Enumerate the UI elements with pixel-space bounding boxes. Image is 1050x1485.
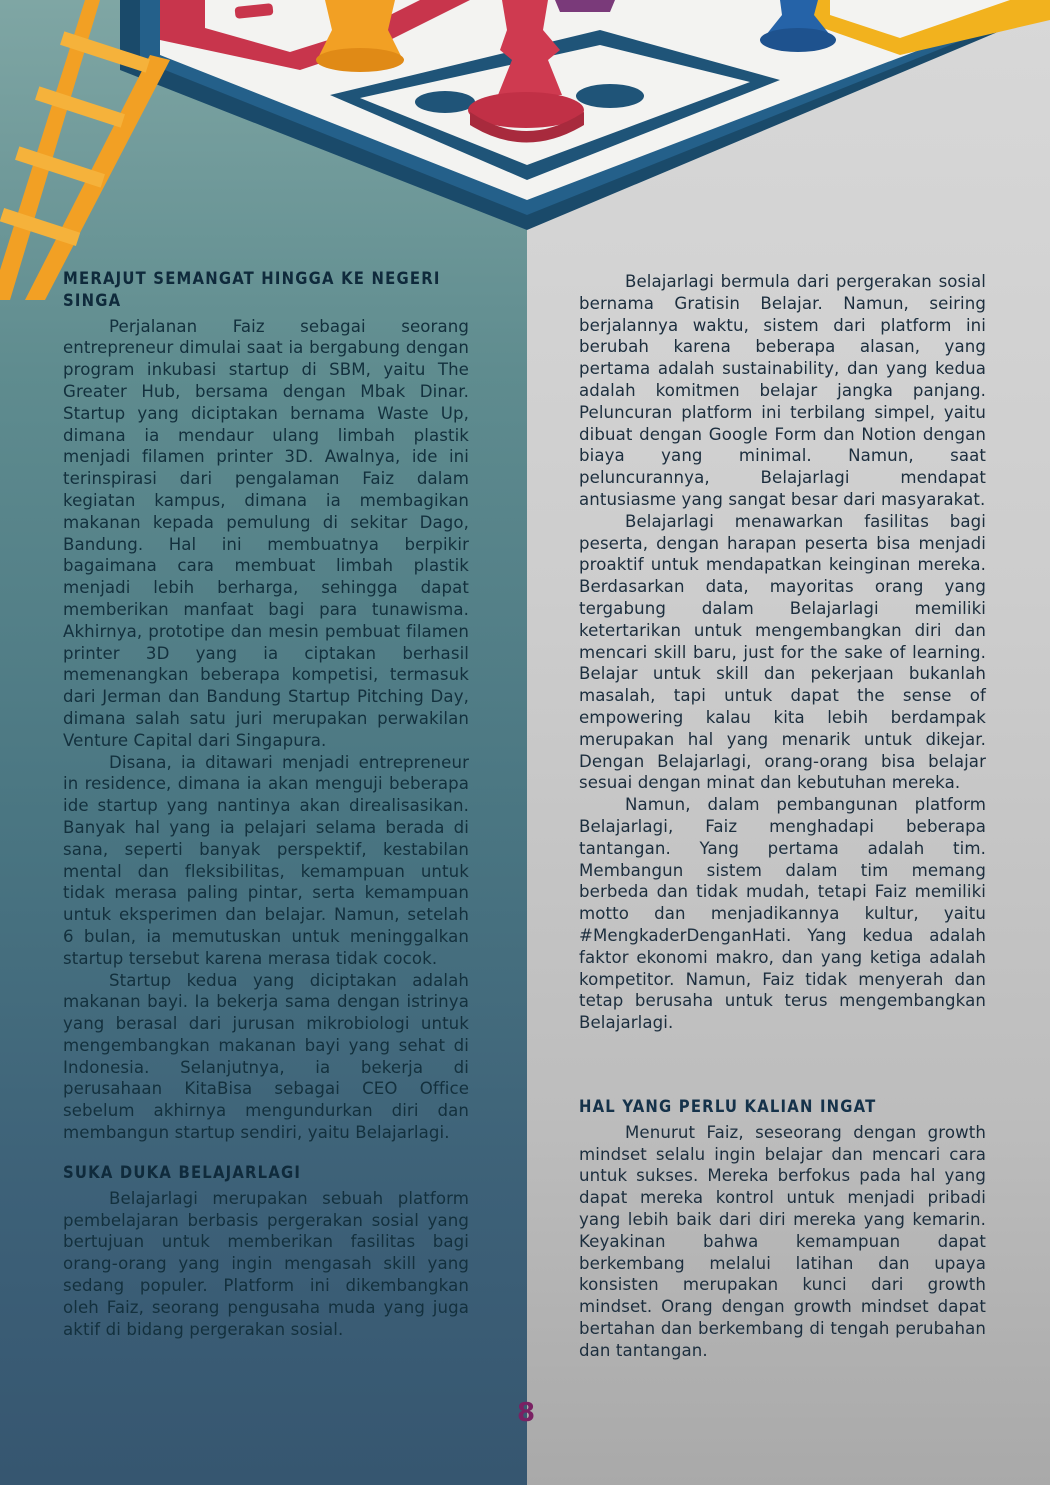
page-number: 8 [516,1398,536,1428]
left-column-top [63,268,469,1144]
paragraph: Belajarlagi bermula dari pergerakan sosial bernama Gratisin Belajar. Namun, seiring berjalannya waktu, sistem dari platform ini berubah karena beberapa alasan, yang pertama adalah sustainability, dan yang kedua adalah komitmen belajar jangka panjang. Peluncuran platform ini terbilang simpel, yaitu dibuat dengan Google Form dan Notion dengan biaya yang minimal. Namun, saat peluncurannya, Belajarlagi mendapat antusiasme yang sangat besar dari masyarakat. [579,272,986,509]
heading-merajut: MERAJUT SEMANGAT HINGGA KE NEGERI SINGA [63,269,441,310]
paragraph: Startup kedua yang diciptakan adalah makanan bayi. Ia bekerja sama dengan istrinya yang berasal dari jurusan mikrobiologi untuk mengembangkan makanan bayi yang sehat di Indonesia. Selanjutnya, ia bekerja di perusahaan KitaBisa sebagai CEO Office sebelum akhirnya mengundurkan diri dan membangun startup sendiri, yaitu Belajarlagi. [63,970,469,1143]
heading-hal-perlu-ingat: HAL YANG PERLU KALIAN INGAT [579,1097,877,1116]
paragraph: Menurut Faiz, seseorang dengan growth mindset selalu ingin belajar dan mencari cara untuk sukses. Mereka berfokus pada hal yang dapat mereka kontrol untuk menjadi pribadi yang lebih baik dari diri mereka yang kemarin. Keyakinan bahwa kemampuan dapat berkembang melalui latihan dan upaya konsisten merupakan kunci dari growth mindset. Orang dengan growth mindset dapat bertahan dan berkembang di tengah perubahan dan tantangan. [579,1122,986,1360]
paragraph: Perjalanan Faiz sebagai seorang entrepreneur dimulai saat ia bergabung dengan program inkubasi startup di SBM, yaitu The Greater Hub, bersama dengan Mbak Dinar. Startup yang diciptakan bernama Waste Up, dimana ia mendaur ulang limbah plastik menjadi filamen printer 3D. Awalnya, ide ini terinspirasi dari pengalaman Faiz dalam kegiatan kampus, dimana ia membagikan makanan kepada pemulung di sekitar Dago, Bandung. Hal ini membuatnya berpikir bagaimana cara membuat limbah plastik menjadi lebih berharga, sehingga dapat memberikan manfaat bagi para tunawisma. Akhirnya, prototipe dan mesin pembuat filamen printer 3D yang ia ciptakan berhasil memenangkan beberapa kompetisi, termasuk dari Jerman dan Bandung Startup Pitching Day, dimana salah satu juri merupakan perwakilan Venture Capital dari Singapura. [63,316,469,750]
right-column-top [579,271,986,1034]
paragraph: Belajarlagi menawarkan fasilitas bagi peserta, dengan harapan peserta bisa menjadi proaktif untuk mendapatkan keinginan mereka. Berdasarkan data, mayoritas orang yang tergabung dalam Belajarlagi memiliki ketertarikan untuk mengembangkan diri dan mencari skill baru, just for the sake of learning. Belajar untuk skill dan pekerjaan bukanlah masalah, tapi untuk dapat the sense of empowering kalau kita lebih berdampak merupakan hal yang menarik untuk dikejar. Dengan Belajarlagi, orang-orang bisa belajar sesuai dengan minat dan kebutuhan mereka. [579,511,986,793]
paragraph: Belajarlagi merupakan sebuah platform pembelajaran berbasis pergerakan sosial yang bertujuan untuk memberikan fasilitas bagi orang-orang yang ingin mengasah skill yang sedang populer. Platform ini dikembangkan oleh Faiz, seorang pengusaha muda yang juga aktif di bidang pergerakan sosial. [63,1188,469,1339]
right-column-bottom [579,1096,986,1362]
heading-suka-duka: SUKA DUKA BELAJARLAGI [63,1163,302,1182]
orange-pawn [316,0,404,72]
paragraph: Disana, ia ditawari menjadi entrepreneur in residence, dimana ia akan menguji beberapa ide startup yang nantinya akan direalisasikan. Banyak hal yang ia pelajari selama berada di sana, seperti banyak perspektif, kestabilan mental dan fleksibilitas, kemampuan untuk tidak merasa paling pintar, serta kemampuan untuk eksperimen dan belajar. Namun, setelah 6 bulan, ia memutuskan untuk meninggalkan startup tersebut karena merasa tidak cocok. [63,752,469,968]
paragraph: Namun, dalam pembangunan platform Belajarlagi, Faiz menghadapi beberapa tantangan. Yang pertama adalah tim. Membangun sistem dalam tim memang berbeda dan tidak mudah, tetapi Faiz memiliki motto dan menjadikannya kultur, yaitu #MengkaderDenganHati. Yang kedua adalah faktor ekonomi makro, dan yang ketiga adalah kompetitor. Namun, Faiz tidak menyerah dan tetap berusaha untuk terus mengembangkan Belajarlagi. [579,795,986,1033]
left-column-bottom [63,1162,469,1340]
purple-pawn [555,0,615,12]
